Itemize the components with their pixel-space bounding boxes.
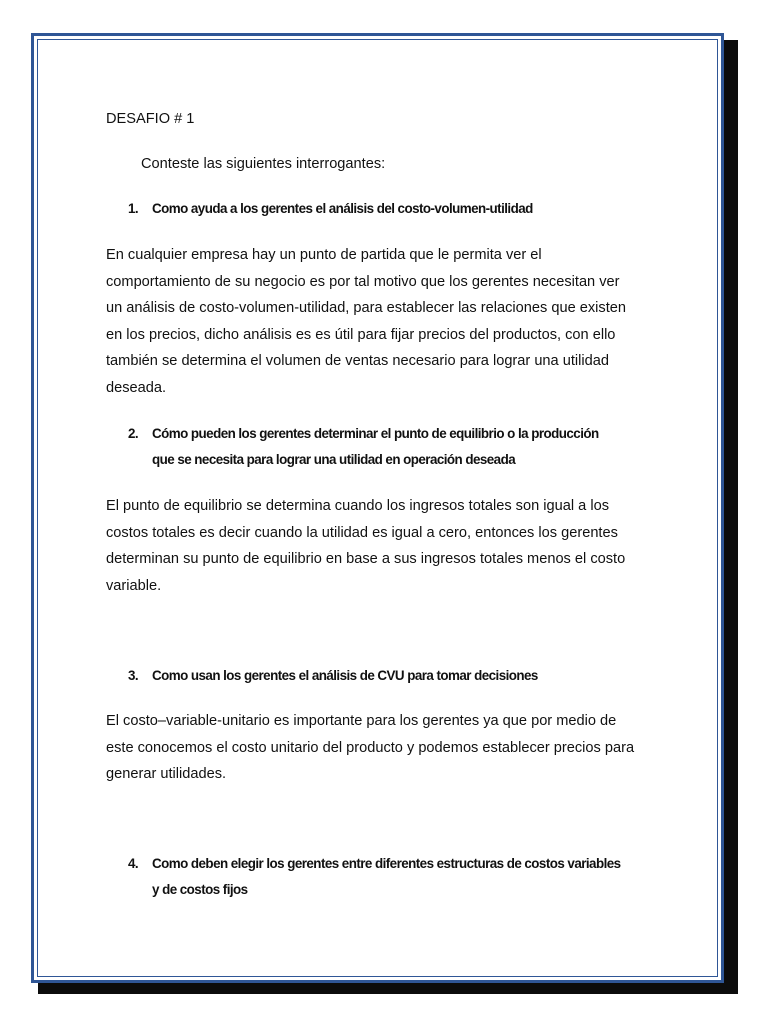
answer-line: un análisis de costo-volumen-utilidad, para establecer las relaciones que existen bbox=[106, 300, 626, 316]
document-title: DESAFIO # 1 bbox=[106, 111, 195, 127]
answer-line: El costo–variable-unitario es importante para los gerentes ya que por medio de bbox=[106, 713, 617, 729]
question-1 bbox=[128, 196, 533, 222]
question-2 bbox=[128, 421, 599, 473]
answer-line: deseada. bbox=[106, 379, 167, 396]
question-3 bbox=[128, 663, 538, 689]
intro-text: Conteste las siguientes interrogantes: bbox=[141, 156, 386, 172]
question-text: Como deben elegir los gerentes entre diferentes estructuras de costos variables bbox=[152, 856, 621, 871]
answer-line: En cualquier empresa hay un punto de partida que le permita ver el bbox=[106, 247, 542, 263]
question-text-continued: que se necesita para lograr una utilidad en operación deseada bbox=[152, 452, 516, 467]
answer-2 bbox=[106, 493, 666, 599]
question-text: Cómo pueden los gerentes determinar el punto de equilibrio o la producción bbox=[152, 426, 599, 441]
answer-line: comportamiento de su negocio es por tal motivo que los gerentes necesitan ver bbox=[106, 273, 620, 290]
answer-line: también se determina el volumen de ventas necesario para lograr una utilidad bbox=[106, 353, 609, 369]
question-number: 1. bbox=[128, 201, 139, 216]
question-4 bbox=[128, 851, 621, 903]
answer-1 bbox=[106, 242, 666, 401]
answer-line: variable. bbox=[106, 577, 162, 594]
question-number: 3. bbox=[128, 668, 139, 683]
question-number: 4. bbox=[128, 856, 139, 871]
question-text: Como ayuda a los gerentes el análisis del costo-volumen-utilidad bbox=[152, 201, 533, 216]
question-text: Como usan los gerentes el análisis de CVU para tomar decisiones bbox=[152, 668, 538, 683]
answer-line: determinan su punto de equilibrio en base a sus ingresos totales menos el costo bbox=[106, 551, 626, 567]
question-text-continued: y de costos fijos bbox=[152, 882, 248, 897]
answer-line: costos totales es decir cuando la utilidad es igual a cero, entonces los gerentes bbox=[106, 524, 618, 541]
question-number: 2. bbox=[128, 426, 139, 441]
answer-3 bbox=[106, 708, 666, 788]
answer-line: en los precios, dicho análisis es es útil para fijar precios del productos, con ello bbox=[106, 326, 616, 343]
answer-line: El punto de equilibrio se determina cuando los ingresos totales son igual a los bbox=[106, 498, 609, 514]
answer-line: este conocemos el costo unitario del producto y podemos establecer precios para bbox=[106, 739, 635, 756]
answer-line: generar utilidades. bbox=[106, 766, 227, 782]
